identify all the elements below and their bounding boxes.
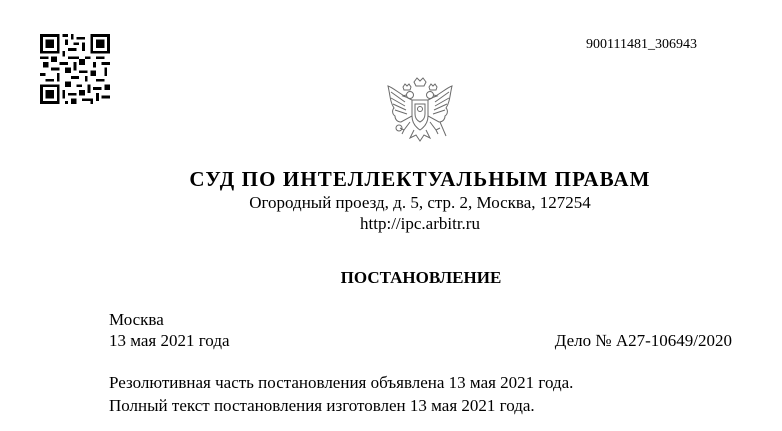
- case-number: Дело № А27-10649/2020: [554, 331, 732, 350]
- operative-part-line: Резолютивная часть постановления объявлена 13 мая 2021 года.: [109, 373, 574, 392]
- coat-of-arms-icon: [384, 76, 456, 146]
- court-address: Огородный проезд, д. 5, стр. 2, Москва, 127254: [249, 193, 591, 212]
- document-date: 13 мая 2021 года: [109, 331, 230, 350]
- court-name: СУД ПО ИНТЕЛЛЕКТУАЛЬНЫМ ПРАВАМ: [189, 167, 651, 191]
- court-website: http://ipc.arbitr.ru: [360, 214, 480, 233]
- full-text-line: Полный текст постановления изготовлен 13 мая 2021 года.: [109, 396, 535, 415]
- document-id: 900111481_306943: [586, 37, 697, 52]
- document-type: ПОСТАНОВЛЕНИЕ: [340, 268, 502, 287]
- document-city: Москва: [109, 310, 164, 329]
- qr-code-icon: [40, 34, 110, 104]
